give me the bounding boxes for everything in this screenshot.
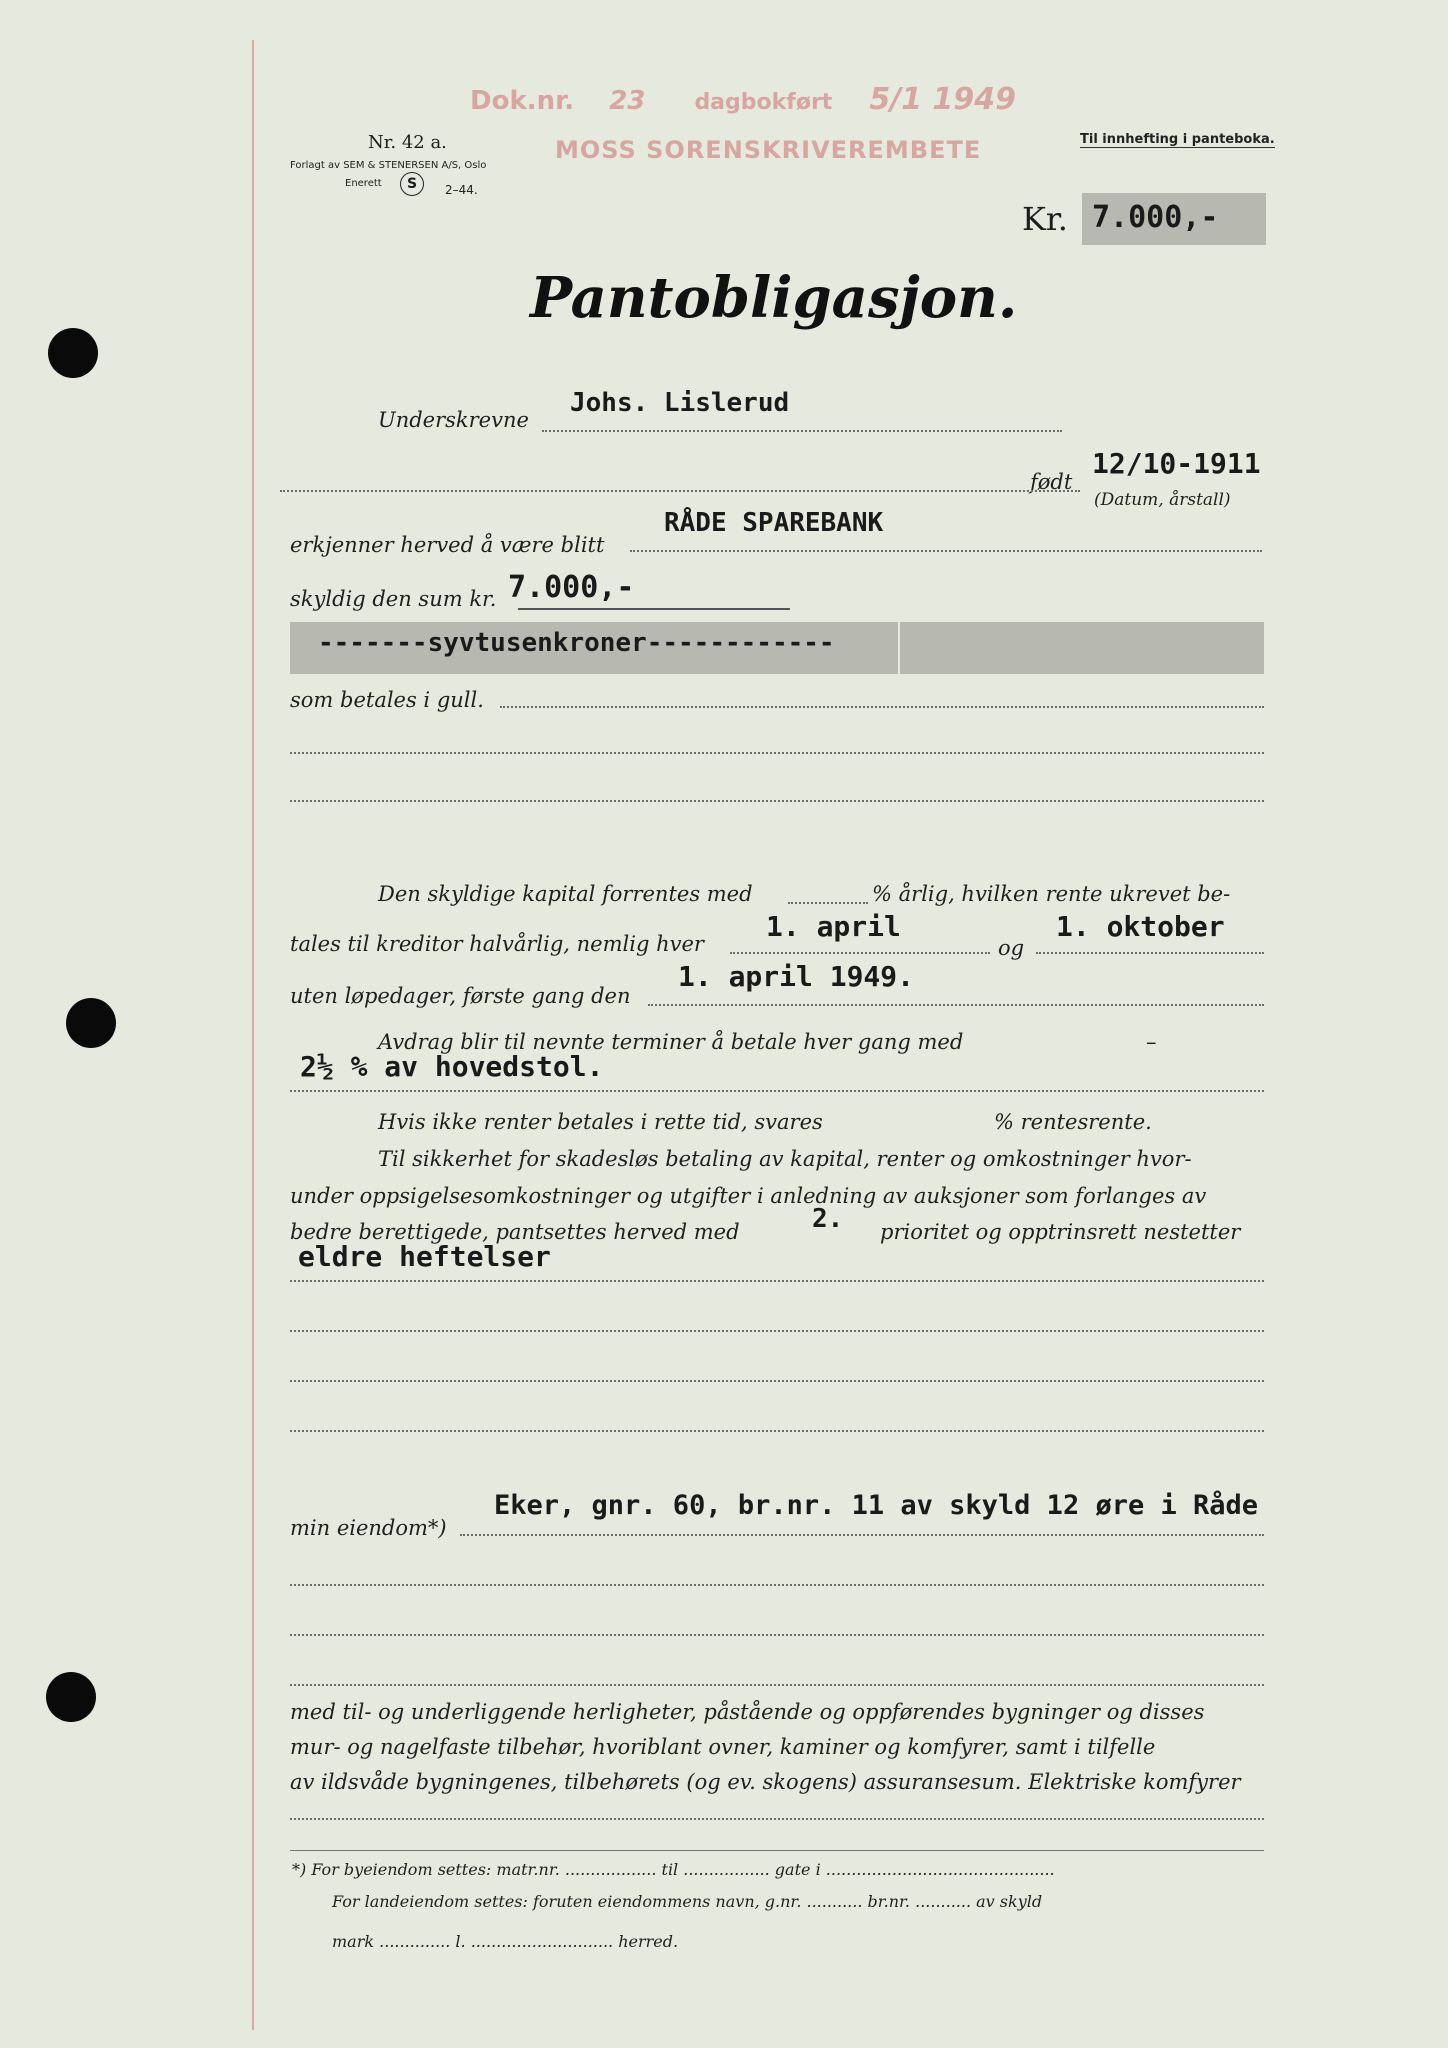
undersigned-line	[542, 430, 1062, 432]
sum-label: skyldig den sum kr.	[290, 587, 497, 611]
security-line-d	[290, 1430, 1264, 1432]
interest-line1b: % årlig, hvilken rente ukrevet be-	[872, 882, 1231, 906]
security-line1: Til sikkerhet for skadesløs betaling av kapital, renter og omkostninger hvor-	[378, 1147, 1192, 1171]
interest-first-date-line	[648, 1004, 1264, 1006]
publisher: Forlagt av SEM & STENERSEN A/S, Oslo	[290, 160, 487, 171]
undersigned-label: Underskrevne	[378, 408, 529, 432]
property-label: min eiendom*)	[290, 1516, 447, 1540]
security-typed: eldre heftelser	[298, 1240, 551, 1273]
security-line-c	[290, 1380, 1264, 1382]
security-line3a: bedre berettigede, pantsettes herved med	[290, 1220, 740, 1244]
blank-line-1	[290, 752, 1264, 754]
amount-value: 7.000,-	[1092, 200, 1219, 235]
sum-value: 7.000,-	[508, 570, 635, 605]
appurtenances-line	[290, 1818, 1264, 1820]
punch-hole-middle	[66, 998, 116, 1048]
footnote-line1: *) For byeiendom settes: matr.nr. .................. til ................. gate i .............................................	[292, 1860, 1055, 1879]
page-title: Pantobligasjon.	[530, 265, 1018, 331]
footnote-rule	[290, 1850, 1264, 1851]
security-line3b: prioritet og opptrinsrett nestetter	[880, 1220, 1241, 1244]
creditor-value: RÅDE SPAREBANK	[664, 508, 884, 538]
property-line-c	[290, 1634, 1264, 1636]
interest-first-date: 1. april 1949.	[678, 960, 915, 993]
interest-date2: 1. oktober	[1056, 910, 1225, 943]
installments-line	[290, 1090, 1264, 1092]
amount-label: Kr.	[1022, 200, 1068, 238]
payable-line	[500, 706, 1264, 708]
interest-rate-line	[788, 902, 868, 904]
appurtenances-line3: av ildsvåde bygningenes, tilbehørets (og ev. skogens) assuransesum. Elektriske komfyrer	[290, 1770, 1241, 1794]
punch-hole-top	[48, 328, 98, 378]
stamp-doknr: Dok.nr. 23 dagbokført 5/1 1949	[470, 82, 1017, 117]
property-line-d	[290, 1684, 1264, 1686]
amount-words-value: -------syvtusenkroner------------	[318, 628, 835, 658]
interest-date1: 1. april	[766, 910, 901, 943]
interest-line1: Den skyldige kapital forrentes med	[378, 882, 753, 906]
property-line-b	[290, 1584, 1264, 1586]
appurtenances-line1: med til- og underliggende herligheter, påstående og oppførendes bygninger og disses	[290, 1700, 1205, 1724]
sum-underline	[518, 608, 790, 610]
installments-line1: Avdrag blir til nevnte terminer å betale hver gang med	[378, 1030, 964, 1054]
creditor-line	[630, 550, 1262, 552]
installments-value: 2½ % av hovedstol.	[300, 1050, 604, 1083]
enerett: Enerett	[345, 178, 382, 189]
born-value: 12/10-1911	[1092, 447, 1261, 480]
amount-words-divider	[898, 622, 900, 674]
publisher-logo: S	[400, 172, 424, 196]
installments-dash: –	[1146, 1030, 1157, 1054]
stamp-office: MOSS SORENSKRIVEREMBETE	[555, 136, 982, 164]
interest-date2-line	[1036, 952, 1264, 954]
footnote-line2: For landeiendom settes: foruten eiendommens navn, g.nr. ........... br.nr. ........... av skyld	[332, 1892, 1043, 1911]
undersigned-value: Johs. Lislerud	[570, 388, 790, 418]
interest-line3: uten løpedager, første gang den	[290, 984, 631, 1008]
creditor-label: erkjenner herved å være blitt	[290, 533, 605, 557]
appurtenances-line2: mur- og nagelfaste tilbehør, hvoriblant ovner, kaminer og komfyrer, samt i tilfelle	[290, 1735, 1156, 1759]
payable-label: som betales i gull.	[290, 688, 484, 712]
form-number: Nr. 42 a.	[368, 132, 447, 153]
born-hint: (Datum, årstall)	[1094, 490, 1231, 510]
blank-line-2	[290, 800, 1264, 802]
security-priority: 2.	[812, 1204, 844, 1234]
security-line-a	[290, 1280, 1264, 1282]
default-interest-line1b: % rentesrente.	[994, 1110, 1152, 1134]
interest-line2: tales til kreditor halvårlig, nemlig hver	[290, 932, 704, 956]
margin-line	[252, 40, 254, 2030]
interest-date1-line	[730, 952, 990, 954]
security-line2: under oppsigelsesomkostninger og utgifter i anledning av auksjoner som forlanges av	[290, 1184, 1207, 1208]
punch-hole-bottom	[46, 1672, 96, 1722]
binding-note: Til innhefting i panteboka.	[1080, 132, 1275, 147]
footnote-line3: mark .............. l. ............................ herred.	[332, 1932, 679, 1951]
edition: 2–44.	[445, 183, 478, 197]
interest-og: og	[998, 936, 1025, 960]
born-line	[280, 490, 1080, 492]
born-label: født	[1030, 470, 1073, 494]
property-value: Eker, gnr. 60, br.nr. 11 av skyld 12 øre i Råde	[494, 1490, 1259, 1521]
property-line	[460, 1534, 1264, 1536]
default-interest-line1: Hvis ikke renter betales i rette tid, svares	[378, 1110, 823, 1134]
security-line-b	[290, 1330, 1264, 1332]
